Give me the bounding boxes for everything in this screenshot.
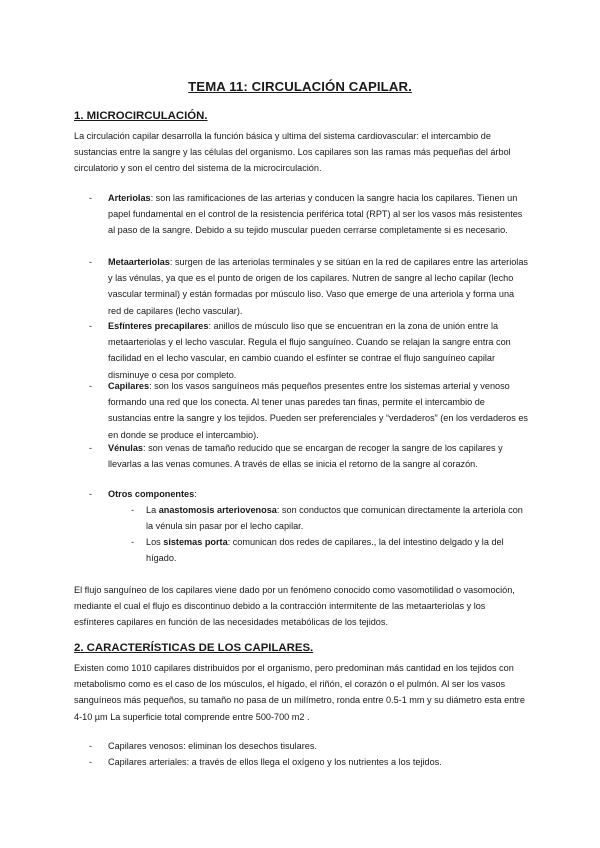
bullet-marker: - [89, 321, 93, 331]
sub-item-anastomosis: La anastomosis arteriovenosa: son conductos que comunican directamente la arteriola con la vénula sin pasar por el lecho capilar. [146, 505, 523, 532]
list-item-venosos: Capilares venosos: eliminan los desechos tisulares. [108, 741, 317, 751]
bullet-marker: - [89, 257, 93, 267]
section1-closing: El flujo sanguíneo de los capilares viene dado por un fenómeno conocido como vasomotilidad o vasomoción, mediante el cual el flujo es discontinuo debido a la contracción intermitente de las metaarteriolas y los esfínteres capilares en función de las necesidades metabólicas de los tejidos. [74, 585, 515, 628]
list-item-esfinteres: Esfínteres precapilares: anillos de músculo liso que se encuentran en la zona de unión entre la metaarteriolas y el lecho vascular. Regula el flujo sanguíneo. Cuando se relajan la sangre entra con facilidad en el lecho vascular, en cambio cuando el esfínter se contrae el flujo sanguíneo capilar disminuye o cesa por completo. [108, 321, 511, 380]
sub-item-porta: Los sistemas porta: comunican dos redes de capilares., la del intestino delgado y la del hígado. [146, 537, 504, 564]
section1-heading: 1. MICROCIRCULACIÓN. [74, 110, 208, 122]
bullet-marker: - [89, 757, 93, 767]
bullet-marker: - [89, 489, 93, 499]
list-item-capilares: Capilares: son los vasos sanguíneos más pequeños presentes entre los sistemas arterial y venoso formando una red que los conecta. Al tener unas paredes tan finas, permite el intercambio de sustancias entre la sangre y los tejidos. Pueden ser preferenciales y “verdaderos” (en los verdaderos es en donde se produce el intercambio). [108, 381, 528, 440]
bullet-marker: - [89, 381, 93, 391]
list-item-otros: Otros componentes: [108, 489, 197, 499]
section2-intro: Existen como 1010 capilares distribuidos por el organismo, pero predominan más cantidad en los tejidos con metabolismo como es el caso de los músculos, el hígado, el riñón, el corazón o el pulmón. Al ser los vasos sanguíneos más pequeños, su tamaño no pasa de un milímetro, ronda entre 0.5-1 mm y su diámetro esta entre 4-10 µm La superficie total comprende entre 500-700 m2 . [74, 663, 525, 722]
list-item-metaarteriolas: Metaarteriolas: surgen de las arteriolas terminales y se sitúan en la red de capilares entre las arteriolas y las vénulas, ya que es el punto de origen de los capilares. Nutren de sangre al lecho capilar (lecho vascular terminal) y están formadas por músculo liso. Vaso que emerge de una arteriola y forma una red de capilares (lecho vascular). [108, 257, 528, 316]
page-title: TEMA 11: CIRCULACIÓN CAPILAR. [188, 79, 412, 94]
section2-heading: 2. CARACTERÍSTICAS DE LOS CAPILARES. [74, 642, 314, 654]
list-item-venulas: Vénulas: son venas de tamaño reducido que se encargan de recoger la sangre de los capilares y llevarlas a las venas comunes. A través de ellas se inicia el retorno de la sangre al corazón. [108, 443, 503, 470]
bullet-marker: - [131, 505, 135, 515]
bullet-marker: - [89, 741, 93, 751]
section1-intro: La circulación capilar desarrolla la función básica y ultima del sistema cardiovascular: el intercambio de sustancias entre la sangre y las células del organismo. Los capilares son las ramas más pequeñas del árbol circulatorio y son el centro del sistema de la microcirculación. [74, 131, 511, 174]
bullet-marker: - [131, 537, 135, 547]
bullet-marker: - [89, 443, 93, 453]
list-item-arteriolas: Arteriolas: son las ramificaciones de las arterias y conducen la sangre hacia los capilares. Tienen un papel fundamental en el control de la resistencia periférica total (RPT) al ser los vasos más resistentes al paso de la sangre. Debido a su tejido muscular pueden cerrarse completamente si es necesario. [108, 193, 523, 236]
list-item-arteriales: Capilares arteriales: a través de ellos llega el oxígeno y los nutrientes a los tejidos. [108, 757, 442, 767]
bullet-marker: - [89, 193, 93, 203]
